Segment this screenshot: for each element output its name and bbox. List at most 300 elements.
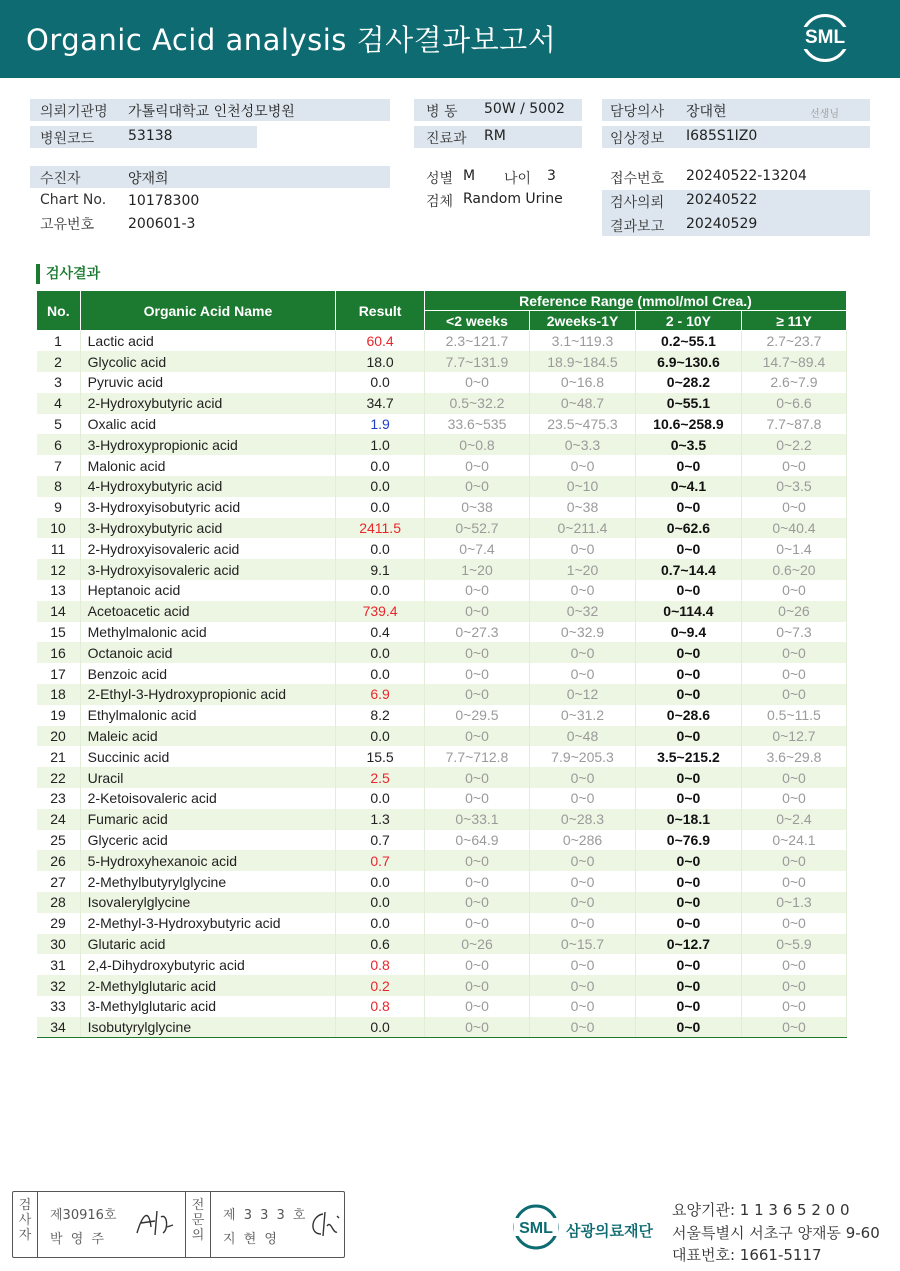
row-number: 22 xyxy=(37,767,81,788)
table-row xyxy=(37,622,847,643)
result-value: 0.0 xyxy=(336,913,425,934)
result-value: 60.4 xyxy=(336,331,425,352)
row-number: 26 xyxy=(37,850,81,871)
acid-name: Fumaric acid xyxy=(80,809,336,830)
range-2to10y: 0~0 xyxy=(635,892,741,913)
phone: 대표번호: 1661-5117 xyxy=(672,1246,822,1264)
result-value: 0.7 xyxy=(336,830,425,851)
row-number: 29 xyxy=(37,913,81,934)
range-lt2w: 0~0 xyxy=(424,642,529,663)
range-lt2w: 0~0 xyxy=(424,954,529,975)
range-ge11y: 0~12.7 xyxy=(741,726,846,747)
range-ge11y: 0~6.6 xyxy=(741,393,846,414)
range-lt2w: 0~7.4 xyxy=(424,538,529,559)
result-value: 0.0 xyxy=(336,1017,425,1038)
row-number: 1 xyxy=(37,331,81,352)
result-value: 1.9 xyxy=(336,414,425,435)
result-value: 0.0 xyxy=(336,538,425,559)
acid-name: Glutaric acid xyxy=(80,934,336,955)
range-2to10y: 0~76.9 xyxy=(635,830,741,851)
range-2w1y: 0~0 xyxy=(530,767,636,788)
acid-name: 3-Hydroxyisovaleric acid xyxy=(80,559,336,580)
examiner-signature-icon xyxy=(133,1207,177,1239)
row-number: 32 xyxy=(37,975,81,996)
range-2w1y: 0~38 xyxy=(530,497,636,518)
range-2w1y: 0~16.8 xyxy=(530,372,636,393)
clinical-label: 임상정보 xyxy=(610,131,665,147)
table-row xyxy=(37,975,847,996)
acid-name: 3-Methylglutaric acid xyxy=(80,996,336,1017)
range-ge11y: 0~0 xyxy=(741,642,846,663)
range-ge11y: 3.6~29.8 xyxy=(741,746,846,767)
report-title: Organic Acid analysis 검사결과보고서 xyxy=(26,23,557,57)
clinical-value: I685S1IZ0 xyxy=(686,128,758,144)
acid-name: 2-Methylbutyrylglycine xyxy=(80,871,336,892)
row-number: 19 xyxy=(37,705,81,726)
request-label: 검사의뢰 xyxy=(610,195,665,211)
range-2w1y: 0~286 xyxy=(530,830,636,851)
row-number: 24 xyxy=(37,809,81,830)
row-number: 16 xyxy=(37,642,81,663)
report-value: 20240529 xyxy=(686,216,758,232)
acid-name: Acetoacetic acid xyxy=(80,601,336,622)
result-value: 0.6 xyxy=(336,934,425,955)
range-2to10y: 0~0 xyxy=(635,850,741,871)
row-number: 30 xyxy=(37,934,81,955)
chart-value: 10178300 xyxy=(128,193,200,209)
age-value: 3 xyxy=(547,168,556,184)
header-reference-range: Reference Range (mmol/mol Crea.) xyxy=(424,291,846,311)
acid-name: Isovalerylglycine xyxy=(80,892,336,913)
row-number: 21 xyxy=(37,746,81,767)
range-ge11y: 0~0 xyxy=(741,684,846,705)
range-lt2w: 2.3~121.7 xyxy=(424,331,529,352)
row-number: 23 xyxy=(37,788,81,809)
range-2w1y: 0~211.4 xyxy=(530,518,636,539)
range-2w1y: 18.9~184.5 xyxy=(530,351,636,372)
range-ge11y: 0~2.4 xyxy=(741,809,846,830)
range-2w1y: 0~31.2 xyxy=(530,705,636,726)
acid-name: Heptanoic acid xyxy=(80,580,336,601)
acid-name: Uracil xyxy=(80,767,336,788)
specialist-label-cell xyxy=(186,1192,211,1257)
receipt-value: 20240522-13204 xyxy=(686,168,807,184)
results-body xyxy=(37,331,847,1038)
acid-name: 2-Methylglutaric acid xyxy=(80,975,336,996)
specialist-number: 제 3 3 3 호 xyxy=(223,1208,308,1223)
range-2w1y: 0~0 xyxy=(530,580,636,601)
header-range-ge11y: ≥ 11Y xyxy=(741,311,846,331)
range-ge11y: 14.7~89.4 xyxy=(741,351,846,372)
result-value: 0.0 xyxy=(336,455,425,476)
acid-name: 4-Hydroxybutyric acid xyxy=(80,476,336,497)
range-lt2w: 0~0 xyxy=(424,892,529,913)
range-ge11y: 0~0 xyxy=(741,580,846,601)
range-2w1y: 0~0 xyxy=(530,788,636,809)
range-2w1y: 0~3.3 xyxy=(530,434,636,455)
range-ge11y: 0~26 xyxy=(741,601,846,622)
table-row xyxy=(37,580,847,601)
table-row xyxy=(37,996,847,1017)
range-2to10y: 0~0 xyxy=(635,871,741,892)
table-row xyxy=(37,518,847,539)
table-row xyxy=(37,913,847,934)
doctor-suffix: 선생님 xyxy=(810,109,839,120)
sml-logo-label: SML xyxy=(798,27,852,49)
range-2w1y: 0~48.7 xyxy=(530,393,636,414)
ward-value: 50W / 5002 xyxy=(484,101,565,117)
examiner-name: 박 영 주 xyxy=(50,1232,106,1247)
range-2to10y: 0~0 xyxy=(635,954,741,975)
table-row xyxy=(37,684,847,705)
acid-name: 3-Hydroxypropionic acid xyxy=(80,434,336,455)
result-value: 1.3 xyxy=(336,809,425,830)
signature-box xyxy=(12,1191,345,1258)
uid-value: 200601-3 xyxy=(128,216,196,232)
row-number: 4 xyxy=(37,393,81,414)
range-2w1y: 0~0 xyxy=(530,871,636,892)
table-row xyxy=(37,351,847,372)
range-ge11y: 0~1.3 xyxy=(741,892,846,913)
acid-name: 2-Ethyl-3-Hydroxypropionic acid xyxy=(80,684,336,705)
range-lt2w: 0~0 xyxy=(424,913,529,934)
range-lt2w: 0~0 xyxy=(424,663,529,684)
uid-label: 고유번호 xyxy=(40,217,95,233)
range-ge11y: 0~0 xyxy=(741,767,846,788)
row-number: 14 xyxy=(37,601,81,622)
range-lt2w: 0~0 xyxy=(424,684,529,705)
range-ge11y: 2.6~7.9 xyxy=(741,372,846,393)
result-value: 0.0 xyxy=(336,642,425,663)
row-number: 27 xyxy=(37,871,81,892)
range-lt2w: 0~26 xyxy=(424,934,529,955)
acid-name: 3-Hydroxybutyric acid xyxy=(80,518,336,539)
row-number: 9 xyxy=(37,497,81,518)
table-row xyxy=(37,850,847,871)
specialist-name: 지 현 영 xyxy=(223,1232,279,1247)
range-2to10y: 0.2~55.1 xyxy=(635,331,741,352)
range-2w1y: 0~0 xyxy=(530,996,636,1017)
code-value: 53138 xyxy=(128,128,173,144)
row-number: 28 xyxy=(37,892,81,913)
range-ge11y: 0~0 xyxy=(741,850,846,871)
report-label: 결과보고 xyxy=(610,219,665,235)
table-row xyxy=(37,331,847,352)
header-range-2w1y: 2weeks-1Y xyxy=(530,311,636,331)
range-ge11y: 0~0 xyxy=(741,975,846,996)
range-ge11y: 0~0 xyxy=(741,913,846,934)
range-2w1y: 0~28.3 xyxy=(530,809,636,830)
table-row xyxy=(37,705,847,726)
range-2w1y: 0~12 xyxy=(530,684,636,705)
result-value: 34.7 xyxy=(336,393,425,414)
range-2to10y: 0~3.5 xyxy=(635,434,741,455)
table-row xyxy=(37,476,847,497)
patient-bar xyxy=(30,166,390,188)
header-no: No. xyxy=(37,291,81,331)
range-ge11y: 0~1.4 xyxy=(741,538,846,559)
row-number: 10 xyxy=(37,518,81,539)
row-number: 2 xyxy=(37,351,81,372)
range-ge11y: 0~24.1 xyxy=(741,830,846,851)
range-lt2w: 0~0.8 xyxy=(424,434,529,455)
range-2to10y: 0~62.6 xyxy=(635,518,741,539)
range-ge11y: 0~0 xyxy=(741,954,846,975)
acid-name: Methylmalonic acid xyxy=(80,622,336,643)
result-value: 0.0 xyxy=(336,871,425,892)
range-2w1y: 0~0 xyxy=(530,455,636,476)
range-2w1y: 0~32 xyxy=(530,601,636,622)
range-lt2w: 1~20 xyxy=(424,559,529,580)
table-row xyxy=(37,393,847,414)
acid-name: 2-Hydroxybutyric acid xyxy=(80,393,336,414)
acid-name: Succinic acid xyxy=(80,746,336,767)
header-range-2to10y: 2 - 10Y xyxy=(635,311,741,331)
row-number: 25 xyxy=(37,830,81,851)
sml-foundation-logo-icon xyxy=(512,1203,560,1251)
range-2to10y: 0~4.1 xyxy=(635,476,741,497)
range-2to10y: 0~28.2 xyxy=(635,372,741,393)
row-number: 13 xyxy=(37,580,81,601)
range-2w1y: 0~0 xyxy=(530,1017,636,1038)
range-2to10y: 0~0 xyxy=(635,684,741,705)
result-value: 0.8 xyxy=(336,996,425,1017)
result-value: 1.0 xyxy=(336,434,425,455)
row-number: 12 xyxy=(37,559,81,580)
dept-value: RM xyxy=(484,128,506,144)
acid-name: 2-Ketoisovaleric acid xyxy=(80,788,336,809)
range-2to10y: 0~0 xyxy=(635,975,741,996)
range-lt2w: 7.7~712.8 xyxy=(424,746,529,767)
acid-name: Oxalic acid xyxy=(80,414,336,435)
brand-name: 삼광의료재단 xyxy=(566,1222,653,1240)
range-2to10y: 0~0 xyxy=(635,788,741,809)
range-2w1y: 23.5~475.3 xyxy=(530,414,636,435)
result-value: 0.2 xyxy=(336,975,425,996)
range-2w1y: 0~32.9 xyxy=(530,622,636,643)
table-row xyxy=(37,497,847,518)
age-label: 나이 xyxy=(504,171,532,187)
range-lt2w: 0~0 xyxy=(424,871,529,892)
acid-name: Lactic acid xyxy=(80,331,336,352)
acid-name: Maleic acid xyxy=(80,726,336,747)
range-2to10y: 0~0 xyxy=(635,580,741,601)
range-lt2w: 0~0 xyxy=(424,996,529,1017)
report-header xyxy=(0,0,900,78)
range-2w1y: 0~0 xyxy=(530,538,636,559)
range-2w1y: 0~0 xyxy=(530,642,636,663)
range-2w1y: 3.1~119.3 xyxy=(530,331,636,352)
range-ge11y: 0~3.5 xyxy=(741,476,846,497)
row-number: 3 xyxy=(37,372,81,393)
range-2to10y: 0~28.6 xyxy=(635,705,741,726)
acid-name: Glycolic acid xyxy=(80,351,336,372)
examiner-label-cell xyxy=(13,1192,38,1257)
result-value: 0.0 xyxy=(336,663,425,684)
range-ge11y: 7.7~87.8 xyxy=(741,414,846,435)
range-2to10y: 0~0 xyxy=(635,455,741,476)
row-number: 18 xyxy=(37,684,81,705)
result-value: 739.4 xyxy=(336,601,425,622)
acid-name: 2,4-Dihydroxybutyric acid xyxy=(80,954,336,975)
section-title: 검사결과 xyxy=(36,264,100,284)
range-lt2w: 0~0 xyxy=(424,1017,529,1038)
specialist-cell xyxy=(211,1192,345,1257)
acid-name: 3-Hydroxyisobutyric acid xyxy=(80,497,336,518)
patient-label: 수진자 xyxy=(40,171,81,187)
sml-foundation-logo-text: SML xyxy=(519,1220,553,1237)
range-2to10y: 3.5~215.2 xyxy=(635,746,741,767)
range-lt2w: 0~0 xyxy=(424,476,529,497)
range-ge11y: 0.5~11.5 xyxy=(741,705,846,726)
range-lt2w: 0~27.3 xyxy=(424,622,529,643)
row-number: 11 xyxy=(37,538,81,559)
specialist-signature-icon xyxy=(307,1208,343,1240)
range-ge11y: 0~0 xyxy=(741,871,846,892)
row-number: 7 xyxy=(37,455,81,476)
range-2to10y: 0~0 xyxy=(635,767,741,788)
result-value: 2411.5 xyxy=(336,518,425,539)
range-2to10y: 0~0 xyxy=(635,538,741,559)
examiner-cell xyxy=(38,1192,186,1257)
table-row xyxy=(37,601,847,622)
range-lt2w: 0~0 xyxy=(424,372,529,393)
table-row xyxy=(37,767,847,788)
table-row xyxy=(37,809,847,830)
table-row xyxy=(37,559,847,580)
doctor-value: 장대현 xyxy=(686,104,727,120)
doctor-label: 담당의사 xyxy=(610,104,665,120)
sex-label: 성별 xyxy=(426,171,454,187)
range-ge11y: 0~0 xyxy=(741,497,846,518)
range-2to10y: 0~114.4 xyxy=(635,601,741,622)
code-label: 병원코드 xyxy=(40,131,95,147)
range-2w1y: 0~0 xyxy=(530,850,636,871)
range-2to10y: 0~0 xyxy=(635,497,741,518)
range-lt2w: 0.5~32.2 xyxy=(424,393,529,414)
range-2to10y: 0.7~14.4 xyxy=(635,559,741,580)
acid-name: 2-Methyl-3-Hydroxybutyric acid xyxy=(80,913,336,934)
range-lt2w: 0~0 xyxy=(424,455,529,476)
range-2to10y: 0~9.4 xyxy=(635,622,741,643)
range-lt2w: 0~0 xyxy=(424,767,529,788)
acid-name: Malonic acid xyxy=(80,455,336,476)
row-number: 15 xyxy=(37,622,81,643)
range-2to10y: 0~18.1 xyxy=(635,809,741,830)
range-lt2w: 0~0 xyxy=(424,850,529,871)
table-row xyxy=(37,892,847,913)
acid-name: 2-Hydroxyisovaleric acid xyxy=(80,538,336,559)
range-lt2w: 0~0 xyxy=(424,601,529,622)
result-value: 15.5 xyxy=(336,746,425,767)
range-2to10y: 0~0 xyxy=(635,1017,741,1038)
acid-name: Pyruvic acid xyxy=(80,372,336,393)
specimen-label: 검체 xyxy=(426,194,454,210)
row-number: 20 xyxy=(37,726,81,747)
range-lt2w: 0~64.9 xyxy=(424,830,529,851)
acid-name: Ethylmalonic acid xyxy=(80,705,336,726)
table-row xyxy=(37,642,847,663)
request-value: 20240522 xyxy=(686,192,758,208)
range-ge11y: 2.7~23.7 xyxy=(741,331,846,352)
patient-value: 양재희 xyxy=(128,171,169,187)
result-value: 0.0 xyxy=(336,788,425,809)
range-ge11y: 0~0 xyxy=(741,455,846,476)
range-lt2w: 0~33.1 xyxy=(424,809,529,830)
range-2to10y: 0~0 xyxy=(635,726,741,747)
institution-value: 가톨릭대학교 인천성모병원 xyxy=(128,104,295,120)
acid-name: Isobutyrylglycine xyxy=(80,1017,336,1038)
examiner-label: 검 사 자 xyxy=(18,1198,32,1243)
specialist-label: 전 문 의 xyxy=(191,1198,205,1243)
result-value: 9.1 xyxy=(336,559,425,580)
table-row xyxy=(37,830,847,851)
result-value: 0.0 xyxy=(336,476,425,497)
result-value: 18.0 xyxy=(336,351,425,372)
range-2to10y: 0~0 xyxy=(635,913,741,934)
result-value: 0.0 xyxy=(336,497,425,518)
range-ge11y: 0~2.2 xyxy=(741,434,846,455)
row-number: 5 xyxy=(37,414,81,435)
ward-label: 병 동 xyxy=(426,104,458,120)
sex-value: M xyxy=(463,168,476,184)
row-number: 8 xyxy=(37,476,81,497)
examiner-number: 제30916호 xyxy=(50,1208,117,1223)
table-row xyxy=(37,726,847,747)
receipt-label: 접수번호 xyxy=(610,171,665,187)
result-value: 0.0 xyxy=(336,372,425,393)
range-ge11y: 0~40.4 xyxy=(741,518,846,539)
range-lt2w: 0~0 xyxy=(424,580,529,601)
range-2to10y: 0~12.7 xyxy=(635,934,741,955)
range-ge11y: 0~0 xyxy=(741,788,846,809)
range-lt2w: 0~29.5 xyxy=(424,705,529,726)
institution-label: 의뢰기관명 xyxy=(40,104,108,120)
result-value: 0.0 xyxy=(336,580,425,601)
range-lt2w: 0~0 xyxy=(424,975,529,996)
result-value: 2.5 xyxy=(336,767,425,788)
result-value: 6.9 xyxy=(336,684,425,705)
row-number: 31 xyxy=(37,954,81,975)
table-row xyxy=(37,788,847,809)
range-ge11y: 0~0 xyxy=(741,1017,846,1038)
range-ge11y: 0~0 xyxy=(741,996,846,1017)
range-2w1y: 0~0 xyxy=(530,663,636,684)
header-range-lt2w: <2 weeks xyxy=(424,311,529,331)
range-2to10y: 0~0 xyxy=(635,996,741,1017)
results-table xyxy=(36,290,847,1038)
table-row xyxy=(37,434,847,455)
result-value: 0.8 xyxy=(336,954,425,975)
result-value: 0.0 xyxy=(336,726,425,747)
row-number: 6 xyxy=(37,434,81,455)
table-row xyxy=(37,538,847,559)
range-2to10y: 6.9~130.6 xyxy=(635,351,741,372)
acid-name: Octanoic acid xyxy=(80,642,336,663)
table-row xyxy=(37,1017,847,1038)
result-value: 8.2 xyxy=(336,705,425,726)
range-2w1y: 7.9~205.3 xyxy=(530,746,636,767)
table-row xyxy=(37,372,847,393)
table-row xyxy=(37,934,847,955)
range-ge11y: 0~7.3 xyxy=(741,622,846,643)
range-2w1y: 0~10 xyxy=(530,476,636,497)
table-row xyxy=(37,414,847,435)
range-2w1y: 0~0 xyxy=(530,954,636,975)
range-ge11y: 0~0 xyxy=(741,663,846,684)
range-2w1y: 0~0 xyxy=(530,975,636,996)
range-2w1y: 1~20 xyxy=(530,559,636,580)
